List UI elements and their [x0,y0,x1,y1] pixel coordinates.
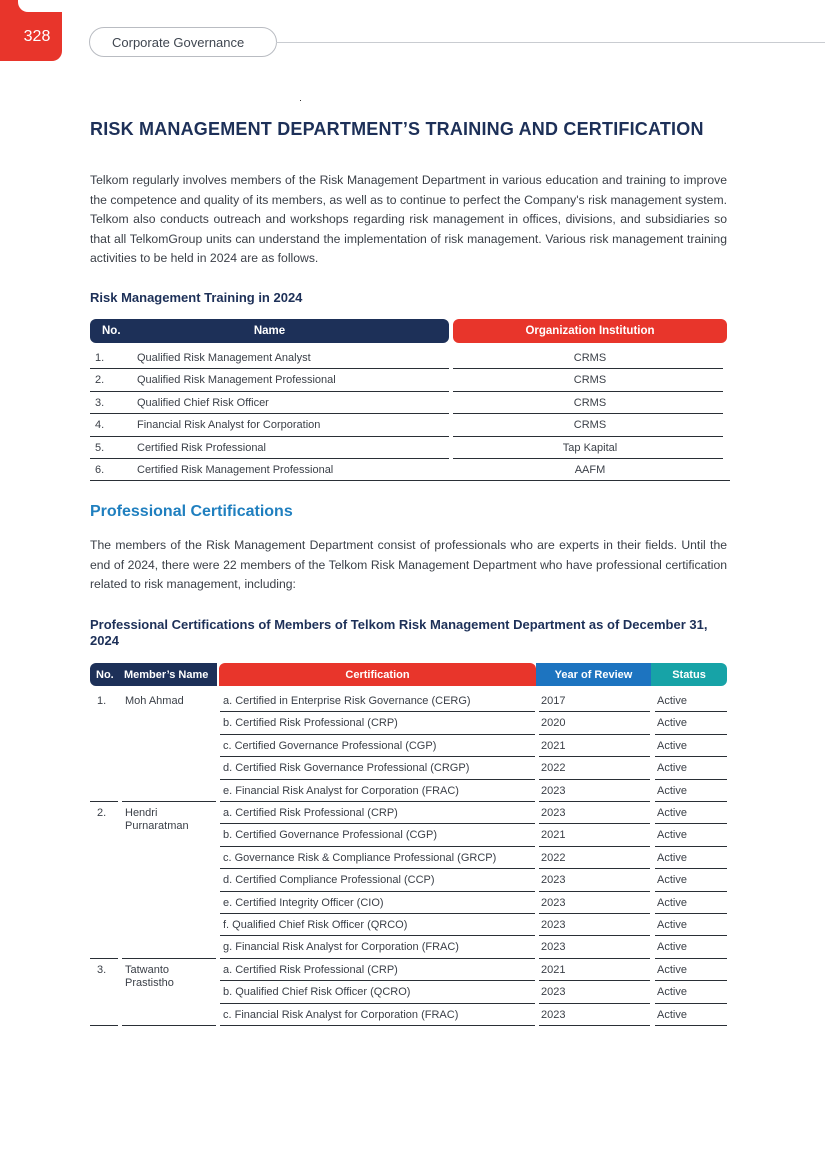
certification: e. Certified Integrity Officer (CIO) [223,896,384,909]
year-of-review: 2023 [541,986,566,999]
training-header-left [90,319,449,343]
col-status-header: Status [651,663,727,686]
table-row [90,735,730,757]
certification: d. Certified Risk Governance Professional (CRGP) [223,762,470,775]
page-number: 328 [23,27,51,45]
table-row [90,847,730,869]
table-row [90,414,730,436]
status: Active [657,851,687,864]
table-row [90,369,730,391]
status: Active [657,784,687,797]
certification: c. Governance Risk & Compliance Professional (GRCP) [223,851,497,864]
table-row [90,757,730,779]
row-number: 4. [95,419,105,432]
certification: g. Financial Risk Analyst for Corporation (FRAC) [223,941,459,954]
section-label: Corporate Governance [89,27,277,57]
year-of-review: 2023 [541,874,566,887]
row-number: 6. [95,464,105,476]
year-of-review: 2021 [541,739,566,752]
certification: c. Certified Governance Professional (CGP) [223,739,437,752]
row-divider [90,480,730,481]
table-row [90,780,730,802]
status: Active [657,941,687,954]
training-name: Certified Risk Professional [137,441,266,454]
table-row [90,914,730,936]
year-of-review: 2021 [541,829,566,842]
stray-dot [300,100,301,101]
organization: AAFM [574,464,606,476]
organization: CRMS [573,352,607,364]
year-of-review: 2023 [541,1008,566,1021]
organization: CRMS [573,419,607,432]
table-row [90,802,730,832]
certification: b. Certified Risk Professional (CRP) [223,717,398,730]
cert-header-left [90,663,217,686]
certification: a. Certified Risk Professional (CRP) [223,807,398,819]
member-name: Hendri Purnaratman [125,807,189,832]
year-of-review: 2021 [541,963,566,976]
table-row [90,959,730,989]
table-row [90,869,730,891]
year-of-review: 2017 [541,695,566,707]
row-number: 3. [97,963,107,976]
table-row [90,824,730,846]
year-of-review: 2020 [541,717,566,730]
certification: d. Certified Compliance Professional (CCP) [223,874,435,887]
certification: c. Financial Risk Analyst for Corporation (FRAC) [223,1008,459,1021]
training-name: Qualified Risk Management Professional [137,374,336,387]
status: Active [657,963,687,976]
certification: a. Certified Risk Professional (CRP) [223,963,398,976]
row-number: 1. [95,352,105,364]
table-row [90,712,730,734]
col-org-header: Organization Institution [453,319,727,343]
status: Active [657,919,687,931]
row-number: 5. [95,441,105,454]
status: Active [657,695,687,707]
status: Active [657,896,687,909]
training-name: Qualified Risk Management Analyst [137,352,311,364]
tab-notch [18,0,62,12]
year-of-review: 2022 [541,851,566,864]
table-row [90,459,730,481]
certification: b. Qualified Chief Risk Officer (QCRO) [223,986,411,999]
table-row [90,936,730,958]
status: Active [657,1008,687,1021]
table-row [90,437,730,459]
certification: e. Financial Risk Analyst for Corporation (FRAC) [223,784,459,797]
certification: a. Certified in Enterprise Risk Governance (CERG) [223,695,471,707]
row-number: 1. [97,695,107,707]
intro-paragraph: Telkom regularly involves members of the Risk Management Department in various education and training to improve the competence and quality of its members, as well as to continue to perfect the Company's risk management system. Telkom also conducts outreach and workshops regarding risk management in offices, divisions, and subsidiaries so that all TelkomGroup units can understand the implementation of risk management. Various risk management training activities to be held in 2024 are as follows. [90,173,727,266]
status: Active [657,762,687,775]
col-no-header: No. [102,325,121,337]
status: Active [657,739,687,752]
col-year-header: Year of Review [536,663,651,686]
row-divider [220,1025,535,1026]
professional-heading: Professional Certifications [90,503,293,520]
table-row [90,1004,730,1026]
table-row [90,892,730,914]
professional-paragraph: The members of the Risk Management Department consist of professionals who are experts in their fields. Until the end of 2024, there were 22 members of the Telkom Risk Management Department who have professional certification related to risk management, including: [90,538,727,592]
table-row [90,392,730,414]
status: Active [657,717,687,730]
row-divider [539,1025,650,1026]
year-of-review: 2023 [541,941,566,954]
row-divider [655,1025,727,1026]
training-name: Qualified Chief Risk Officer [137,396,269,409]
col-no-header: No. [96,668,114,681]
col-name-header: Name [253,325,286,337]
col-certification-header: Certification [219,663,536,686]
cert-table-heading: Professional Certifications of Members of Telkom Risk Management Department as of December 31, 2024 [90,617,708,648]
header-divider [276,42,825,43]
page-title: RISK MANAGEMENT DEPARTMENT’S TRAINING AND CERTIFICATION [90,119,704,139]
training-name: Certified Risk Management Professional [137,464,334,476]
table-row [90,347,730,369]
row-number: 2. [95,374,105,387]
status: Active [657,829,687,842]
training-heading: Risk Management Training in 2024 [90,290,303,305]
year-of-review: 2022 [541,762,566,775]
certification: f. Qualified Chief Risk Officer (QRCO) [223,919,408,931]
year-of-review: 2023 [541,896,566,909]
member-name: Moh Ahmad [125,695,184,707]
organization: CRMS [573,396,607,409]
status: Active [657,874,687,887]
page-number-tab [0,0,62,61]
table-row [90,981,730,1003]
group-divider [90,1025,216,1026]
year-of-review: 2023 [541,784,566,797]
status: Active [657,986,687,999]
organization: CRMS [573,374,607,387]
col-member-header: Member’s Name [124,668,209,681]
table-row [90,690,730,712]
year-of-review: 2023 [541,919,566,931]
organization: Tap Kapital [562,441,618,454]
member-name: Tatwanto Prastistho [125,963,174,989]
training-name: Financial Risk Analyst for Corporation [137,419,321,432]
row-number: 3. [95,396,105,409]
year-of-review: 2023 [541,807,566,819]
row-number: 2. [97,807,107,819]
certification: b. Certified Governance Professional (CGP) [223,829,437,842]
status: Active [657,807,687,819]
